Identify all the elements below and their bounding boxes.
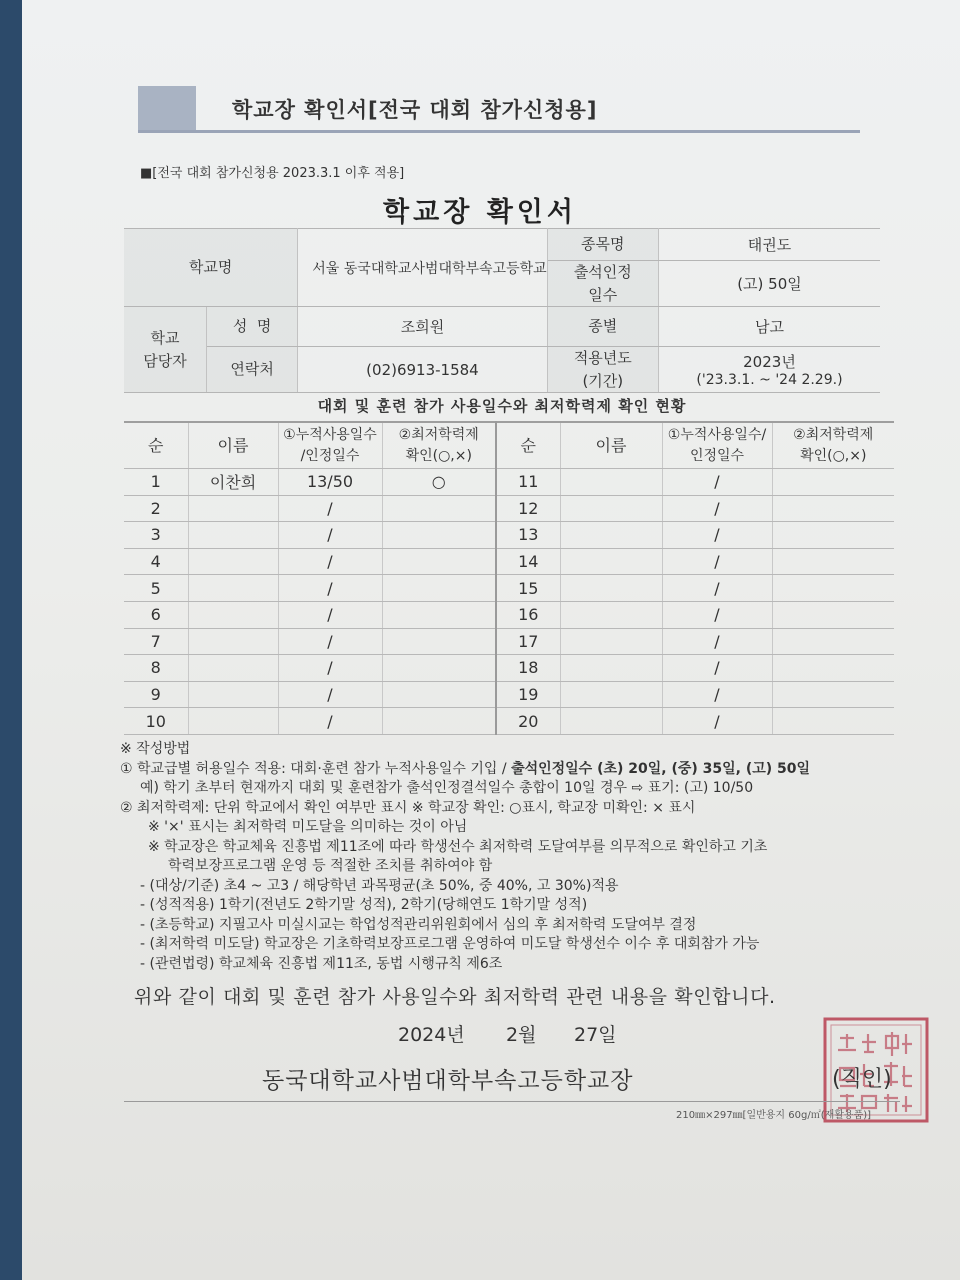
row-academic [382, 548, 496, 575]
category-value: 남고 [658, 307, 880, 347]
row-no: 1 [124, 469, 188, 496]
sport-value: 태권도 [658, 229, 880, 261]
note-1-bold: 출석인정일수 (초) 20일, (중) 35일, (고) 50일 [511, 760, 811, 777]
row-academic-right [772, 575, 894, 602]
row-academic-right [772, 469, 894, 496]
row-used-days-right: / [662, 495, 772, 522]
row-no: 2 [124, 495, 188, 522]
attend-label-line1: 출석인정 [573, 263, 632, 281]
row-used-days-right: / [662, 655, 772, 682]
row-academic-right [772, 708, 894, 735]
col-header-academic-right-line2: 확인(○,×) [800, 447, 867, 464]
row-academic [382, 495, 496, 522]
row-name-right [560, 548, 662, 575]
row-name [188, 522, 278, 549]
row-academic [382, 655, 496, 682]
row-name [188, 548, 278, 575]
school-name: 서울 동국대학교사범대학부속고등학교 [298, 229, 547, 307]
col-header-academic-line1: ②최저학력제 [398, 427, 479, 444]
col-header-used-right-line2: 인정일수 [689, 447, 745, 464]
row-name-right [560, 575, 662, 602]
row-academic [382, 681, 496, 708]
row-used-days-right: / [662, 469, 772, 496]
row-used-days: / [278, 575, 382, 602]
manager-label [124, 307, 206, 393]
manager-label-line2: 담당자 [143, 351, 187, 370]
row-name-right [560, 681, 662, 708]
detail-5: - (관련법령) 학교체육 진흥법 제11조, 동법 시행규칙 제6조 [140, 955, 503, 972]
detail-1: - (대상/기준) 초4 ~ 고3 / 해당학년 과목평균(초 50%, 중 40%, 고 30%)적용 [140, 877, 619, 894]
row-no: 5 [124, 575, 188, 602]
col-header-used-line1: ①누적사용일수 [283, 427, 377, 444]
row-academic-right [772, 548, 894, 575]
table-row [124, 655, 894, 682]
note-2-sub-a: ※ '×' 표시는 최저학력 미도달을 의미하는 것이 아님 [148, 819, 468, 835]
table-row [124, 681, 894, 708]
row-used-days-right: / [662, 548, 772, 575]
row-name [188, 628, 278, 655]
paper-spec: 210㎜×297㎜[일반용지 60g/㎡(재활용품)] [676, 1110, 872, 1121]
row-name-right [560, 708, 662, 735]
row-used-days: / [278, 681, 382, 708]
row-no-right: 20 [496, 708, 560, 735]
row-name: 이찬희 [188, 469, 278, 496]
row-name [188, 708, 278, 735]
row-used-days: / [278, 601, 382, 628]
row-academic-right [772, 601, 894, 628]
row-used-days-right: / [662, 708, 772, 735]
col-header-name-right: 이름 [560, 422, 662, 469]
row-no-right: 18 [496, 655, 560, 682]
header-decor-block [138, 86, 196, 130]
col-header-no-right: 순 [496, 422, 560, 469]
row-no: 3 [124, 522, 188, 549]
note-2: ② 최저학력제: 단위 학교에서 확인 여부만 표시 ※ 학교장 확인: ○표시, 학교장 미확인: × 표시 [120, 799, 696, 816]
note-1-example: 예) 학기 초부터 현재까지 대회 및 훈련참가 출석인정결석일수 총합이 10일 경우 ⇨ 표기: (고) 10/50 [140, 780, 754, 796]
row-academic-right [772, 628, 894, 655]
manager-label-line1: 학교 [150, 329, 180, 347]
instructions [118, 740, 908, 974]
table-row [124, 469, 894, 496]
row-used-days: 13/50 [278, 469, 382, 496]
col-header-used-days [278, 422, 382, 469]
row-used-days-right: / [662, 628, 772, 655]
row-name [188, 575, 278, 602]
row-no: 10 [124, 708, 188, 735]
row-academic-right [772, 522, 894, 549]
category-label: 종별 [547, 307, 658, 347]
row-name-right [560, 495, 662, 522]
row-used-days: / [278, 495, 382, 522]
col-header-name: 이름 [188, 422, 278, 469]
name-label: 성 명 [206, 307, 297, 347]
row-used-days: / [278, 628, 382, 655]
sport-label: 종목명 [547, 229, 658, 261]
row-no-right: 16 [496, 601, 560, 628]
row-academic [382, 601, 496, 628]
col-header-academic-right-line1: ②최저학력제 [793, 427, 874, 444]
row-no: 8 [124, 655, 188, 682]
row-used-days-right: / [662, 575, 772, 602]
row-no-right: 12 [496, 495, 560, 522]
row-used-days: / [278, 548, 382, 575]
principal-title: 동국대학교사범대학부속고등학교장 [262, 1068, 634, 1094]
row-no-right: 11 [496, 469, 560, 496]
row-used-days: / [278, 522, 382, 549]
note-1 [118, 760, 908, 780]
contact-value: (02)6913-1584 [298, 347, 547, 393]
row-no-right: 13 [496, 522, 560, 549]
row-no-right: 19 [496, 681, 560, 708]
row-academic: ○ [382, 469, 496, 496]
row-used-days: / [278, 655, 382, 682]
row-no: 9 [124, 681, 188, 708]
attend-value: (고) 50일 [658, 261, 880, 307]
row-academic [382, 708, 496, 735]
year-label [547, 347, 658, 393]
table-row [124, 575, 894, 602]
row-name-right [560, 601, 662, 628]
col-header-no: 순 [124, 422, 188, 469]
form-title: 학교장 확인서 [383, 197, 577, 228]
col-header-used-right-line1: ①누적사용일수/ [667, 427, 767, 444]
row-name [188, 681, 278, 708]
year-value-line2: ('23.3.1. ~ '24 2.29.) [696, 372, 843, 388]
col-header-used-days-right [662, 422, 772, 469]
row-used-days: / [278, 708, 382, 735]
date-month: 2월 [506, 1024, 537, 1046]
row-academic-right [772, 681, 894, 708]
date-day: 27일 [574, 1024, 617, 1046]
year-label-line2: (기간) [582, 371, 624, 390]
bottom-rule [124, 1101, 900, 1102]
note-2-sub-b1: ※ 학교장은 학교체육 진흥법 제11조에 따라 학생선수 최저학력 도달여부를 의무적으로 확인하고 기초 [148, 838, 768, 855]
row-no: 4 [124, 548, 188, 575]
row-used-days-right: / [662, 522, 772, 549]
detail-2: - (성적적용) 1학기(전년도 2학기말 성적), 2학기(당해연도 1학기말 성적) [140, 897, 588, 913]
row-name [188, 601, 278, 628]
school-label: 학교명 [124, 229, 298, 307]
manager-name: 조희원 [298, 307, 547, 347]
date-year: 2024년 [398, 1024, 465, 1046]
col-header-used-line2: /인정일수 [300, 447, 360, 464]
note-2-sub-b2: 학력보장프로그램 운영 등 적절한 조치를 취하여야 함 [168, 858, 493, 874]
attend-label [547, 261, 658, 307]
row-name [188, 655, 278, 682]
row-no-right: 14 [496, 548, 560, 575]
header-title: 학교장 확인서[전국 대회 참가신청용] [232, 98, 598, 122]
section-title: 대회 및 훈련 참가 사용일수와 최저학력제 확인 현황 [317, 397, 687, 415]
row-used-days-right: / [662, 601, 772, 628]
row-name-right [560, 628, 662, 655]
note-1-text: ① 학교급별 허용일수 적용: 대회·훈련 참가 누적사용일수 기입 / [120, 760, 512, 777]
participation-table [124, 421, 894, 735]
table-row [124, 601, 894, 628]
detail-3: - (초등학교) 지필고사 미실시교는 학업성적관리위원회에서 심의 후 최저학력 도달여부 결정 [140, 916, 697, 933]
row-no-right: 17 [496, 628, 560, 655]
row-academic [382, 575, 496, 602]
row-name-right [560, 522, 662, 549]
row-academic [382, 628, 496, 655]
table-row [124, 708, 894, 735]
table-row [124, 495, 894, 522]
table-row [124, 522, 894, 549]
table-row [124, 628, 894, 655]
row-no: 6 [124, 601, 188, 628]
row-used-days-right: / [662, 681, 772, 708]
contact-label: 연락처 [206, 347, 297, 393]
row-name-right [560, 469, 662, 496]
row-academic [382, 522, 496, 549]
page-header [138, 86, 860, 133]
info-table [124, 228, 880, 393]
detail-4: - (최저학력 미도달) 학교장은 기초학력보장프로그램 운영하여 미도달 학생선수 이수 후 대회참가 가능 [140, 936, 760, 952]
form-note: ■[전국 대회 참가신청용 2023.3.1 이후 적용] [140, 166, 405, 181]
confirmation-statement: 위와 같이 대회 및 훈련 참가 사용일수와 최저학력 관련 내용을 확인합니다. [134, 986, 776, 1008]
row-name-right [560, 655, 662, 682]
year-value-line1: 2023년 [743, 353, 796, 371]
row-no: 7 [124, 628, 188, 655]
row-no-right: 15 [496, 575, 560, 602]
row-academic-right [772, 495, 894, 522]
row-academic-right [772, 655, 894, 682]
year-label-line1: 적용년도 [573, 349, 632, 367]
notes-heading: ※ 작성방법 [120, 741, 191, 757]
row-name [188, 495, 278, 522]
seal-label: (직인) [832, 1067, 892, 1092]
col-header-academic [382, 422, 496, 469]
attend-label-line2: 일수 [588, 285, 618, 304]
col-header-academic-right [772, 422, 894, 469]
col-header-academic-line2: 확인(○,×) [405, 447, 472, 464]
year-value [658, 347, 880, 393]
table-row [124, 548, 894, 575]
